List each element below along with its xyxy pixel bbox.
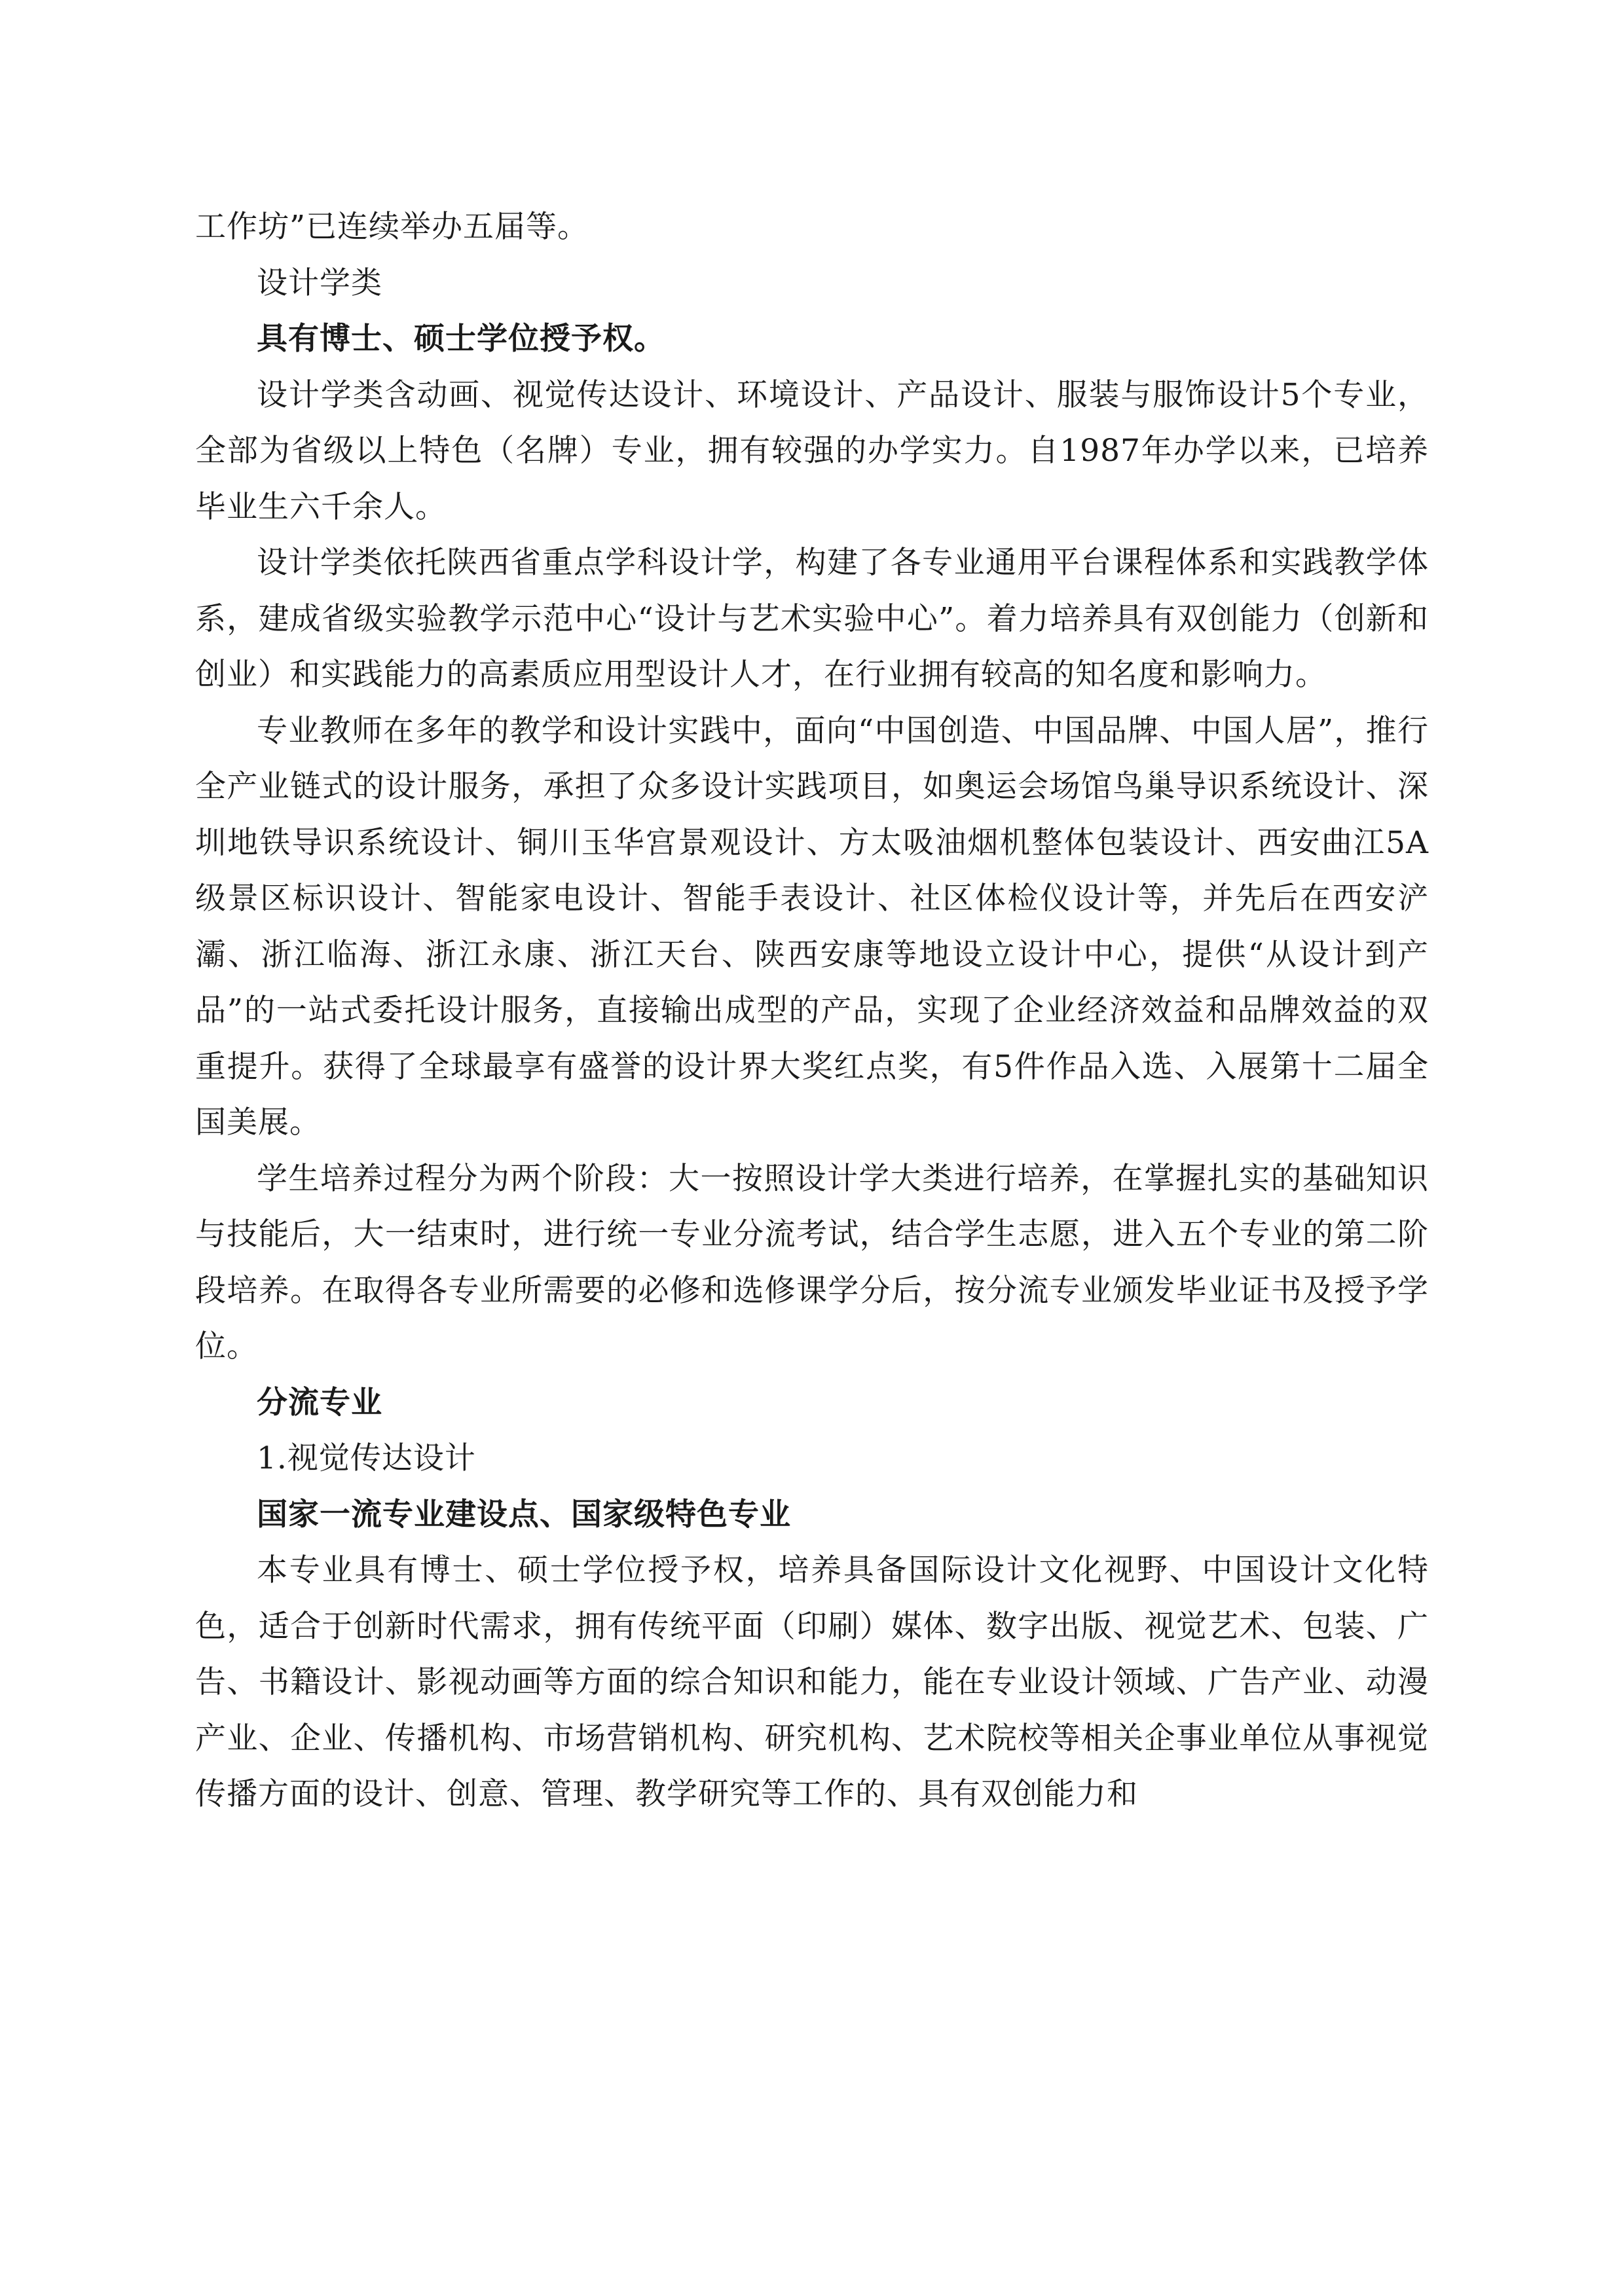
paragraph-curriculum: 设计学类依托陕西省重点学科设计学，构建了各专业通用平台课程体系和实践教学体系，建成省级实验教学示范中心“设计与艺术实验中心”。着力培养具有双创能力（创新和创业）和实践能力的高素质应用型设计人才，在行业拥有较高的知名度和影响力。 bbox=[195, 545, 1429, 693]
paragraph-visual-description: 本专业具有博士、硕士学位授予权，培养具备国际设计文化视野、中国设计文化特色，适合于创新时代需求，拥有传统平面（印刷）媒体、数字出版、视觉艺术、包装、广告、书籍设计、影视动画等方面的综合知识和能力，能在专业设计领域、广告产业、动漫产业、企业、传播机构、市场营销机构、研究机构、艺术院校等相关企事业单位从事视觉传播方面的设计、创意、管理、教学研究等工作的、具有双创能力和 bbox=[195, 1552, 1429, 1812]
document-body bbox=[195, 199, 1429, 1823]
heading-design-category: 设计学类 bbox=[257, 264, 382, 301]
paragraph-training-stages: 学生培养过程分为两个阶段：大一按照设计学大类进行培养，在掌握扎实的基础知识与技能后，大一结束时，进行统一专业分流考试，结合学生志愿，进入五个专业的第二阶段培养。在取得各专业所需要的必修和选修课学分后，按分流专业颁发毕业证书及授予学位。 bbox=[195, 1160, 1429, 1364]
heading-split-majors: 分流专业 bbox=[257, 1384, 382, 1421]
paragraph-continuation: 工作坊”已连续举办五届等。 bbox=[195, 209, 589, 245]
paragraph-practice: 专业教师在多年的教学和设计实践中，面向“中国创造、中国品牌、中国人居”，推行全产业链式的设计服务，承担了众多设计实践项目，如奥运会场馆鸟巢导识系统设计、深圳地铁导识系统设计、铜川玉华宫景观设计、方太吸油烟机整体包装设计、西安曲江5A级景区标识设计、智能家电设计、智能手表设计、社区体检仪设计等，并先后在西安浐灞、浙江临海、浙江永康、浙江天台、陕西安康等地设立设计中心，提供“从设计到产品”的一站式委托设计服务，直接输出成型的产品，实现了企业经济效益和品牌效益的双重提升。获得了全球最享有盛誉的设计界大奖红点奖，有5件作品入选、入展第十二届全国美展。 bbox=[195, 712, 1429, 1140]
paragraph-majors-overview: 设计学类含动画、视觉传达设计、环境设计、产品设计、服装与服饰设计5个专业，全部为省级以上特色（名牌）专业，拥有较强的办学实力。自1987年办学以来，已培养毕业生六千余人。 bbox=[195, 376, 1429, 525]
heading-degree-authority: 具有博士、硕士学位授予权。 bbox=[257, 321, 665, 357]
heading-national-major: 国家一流专业建设点、国家级特色专业 bbox=[257, 1496, 791, 1533]
heading-visual-communication: 1.视觉传达设计 bbox=[257, 1440, 476, 1476]
